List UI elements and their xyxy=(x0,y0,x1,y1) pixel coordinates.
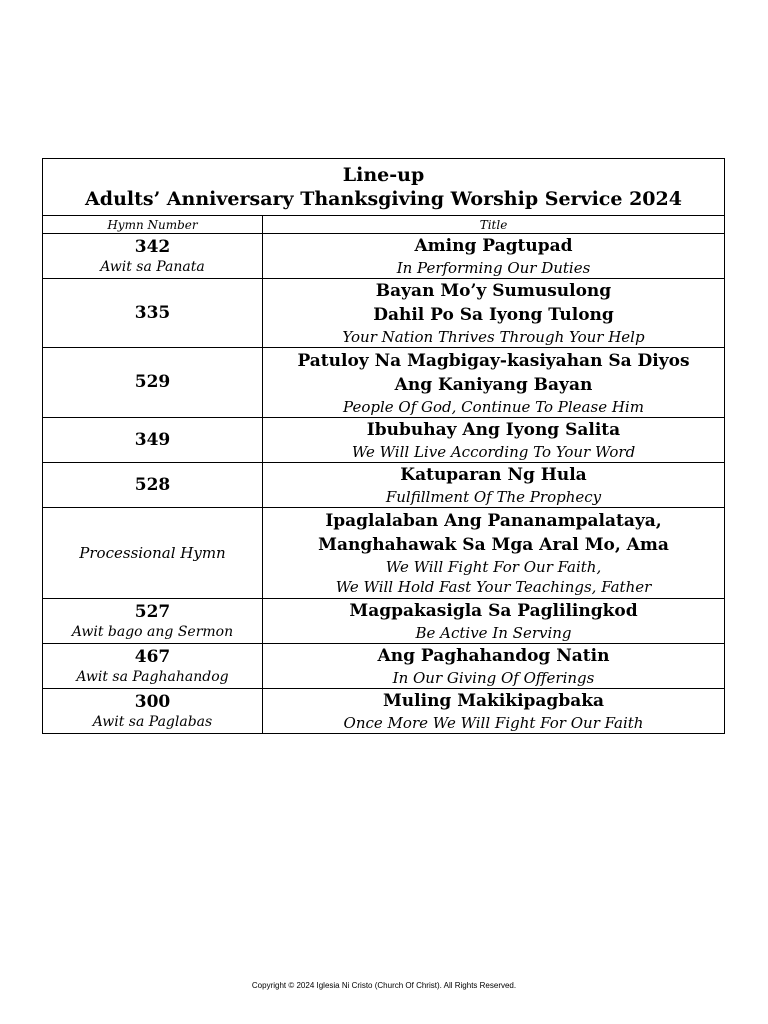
hymn-number: 529 xyxy=(134,372,171,392)
hymn-occasion: Awit sa Panata xyxy=(100,258,205,275)
hymn-title-cell xyxy=(263,348,725,418)
hymn-number: 335 xyxy=(134,302,171,323)
table-row xyxy=(43,599,725,644)
hymn-number: 349 xyxy=(134,429,171,450)
hymn-title-cell xyxy=(263,689,725,734)
hymn-title-english: People Of God, Continue To Please Him xyxy=(343,397,644,416)
hymn-title-tagalog: Magpakasigla Sa Paglilingkod xyxy=(349,601,638,621)
hymn-title-cell xyxy=(263,234,725,279)
hymn-number: 467 xyxy=(134,646,171,667)
table-row xyxy=(43,508,725,599)
hymn-number-cell xyxy=(43,348,263,418)
hymn-title-tagalog: Ibubuhay Ang Iyong Salita xyxy=(366,420,621,440)
copyright-notice: Copyright © 2024 Iglesia Ni Cristo (Church Of Christ). All Rights Reserved. xyxy=(251,981,517,990)
hymn-title-english: In Our Giving Of Offerings xyxy=(392,669,595,687)
hymn-title-tagalog: Dahil Po Sa Iyong Tulong xyxy=(373,305,614,325)
table-row xyxy=(43,463,725,508)
hymn-title-english: Be Active In Serving xyxy=(415,624,572,642)
hymn-number-cell xyxy=(43,508,263,599)
hymn-title-english: We Will Fight For Our Faith, xyxy=(385,558,602,576)
hymn-title-english: We Will Hold Fast Your Teachings, Father xyxy=(335,578,652,596)
hymn-title-tagalog: Manghahawak Sa Mga Aral Mo, Ama xyxy=(318,535,669,555)
hymn-occasion: Awit sa Paglabas xyxy=(92,713,213,730)
hymn-title-english: We Will Live According To Your Word xyxy=(351,443,636,461)
hymn-title-tagalog: Katuparan Ng Hula xyxy=(400,465,587,485)
hymn-occasion: Awit bago ang Sermon xyxy=(71,623,234,640)
table-row xyxy=(43,279,725,348)
hymn-number-cell xyxy=(43,599,263,644)
hymn-title-cell xyxy=(263,508,725,599)
column-header-title: Title xyxy=(263,216,725,234)
hymn-title-tagalog: Ipaglalaban Ang Pananampalataya, xyxy=(325,511,662,531)
hymn-number-cell xyxy=(43,234,263,279)
hymn-occasion: Awit sa Paghahandog xyxy=(76,668,229,685)
header-row xyxy=(43,159,725,216)
hymn-number: 527 xyxy=(134,601,171,622)
hymn-title-tagalog: Muling Makikipagbaka xyxy=(382,691,605,711)
hymn-title-english: Your Nation Thrives Through Your Help xyxy=(342,328,645,346)
title-line-1: Line-up xyxy=(342,164,425,186)
hymn-title-english: Fulfillment Of The Prophecy xyxy=(385,488,602,506)
hymn-title-tagalog: Ang Kaniyang Bayan xyxy=(394,374,593,395)
hymn-title-tagalog: Ang Paghahandog Natin xyxy=(377,646,610,666)
table-row xyxy=(43,234,725,279)
hymn-title-cell xyxy=(263,599,725,644)
hymn-number: 300 xyxy=(134,691,171,712)
hymn-number-cell xyxy=(43,689,263,734)
hymn-occasion: Processional Hymn xyxy=(79,544,226,562)
hymn-title-tagalog: Bayan Mo’y Sumusulong xyxy=(375,281,612,301)
column-header-row xyxy=(43,216,725,234)
column-header-hymn-number: Hymn Number xyxy=(43,216,263,234)
hymn-title-tagalog: Aming Pagtupad xyxy=(414,236,573,256)
hymn-title-tagalog: Patuloy Na Magbigay-kasiyahan Sa Diyos xyxy=(297,350,690,371)
hymn-number: 342 xyxy=(134,236,171,257)
table-row xyxy=(43,418,725,463)
hymn-number-cell xyxy=(43,418,263,463)
hymn-number: 528 xyxy=(134,474,171,495)
hymn-number-cell xyxy=(43,463,263,508)
hymn-title-cell xyxy=(263,418,725,463)
table-row xyxy=(43,348,725,418)
hymn-title-cell xyxy=(263,279,725,348)
table-row xyxy=(43,644,725,689)
hymn-title-cell xyxy=(263,463,725,508)
title-line-2: Adults’ Anniversary Thanksgiving Worship Service 2024 xyxy=(85,188,682,210)
lineup-table xyxy=(42,158,725,734)
hymn-number-cell xyxy=(43,279,263,348)
hymn-number-cell xyxy=(43,644,263,689)
table-row xyxy=(43,689,725,734)
hymn-title-cell xyxy=(263,644,725,689)
document-title xyxy=(43,159,725,216)
hymn-title-english: Once More We Will Fight For Our Faith xyxy=(343,714,644,732)
hymn-title-english: In Performing Our Duties xyxy=(396,259,591,277)
